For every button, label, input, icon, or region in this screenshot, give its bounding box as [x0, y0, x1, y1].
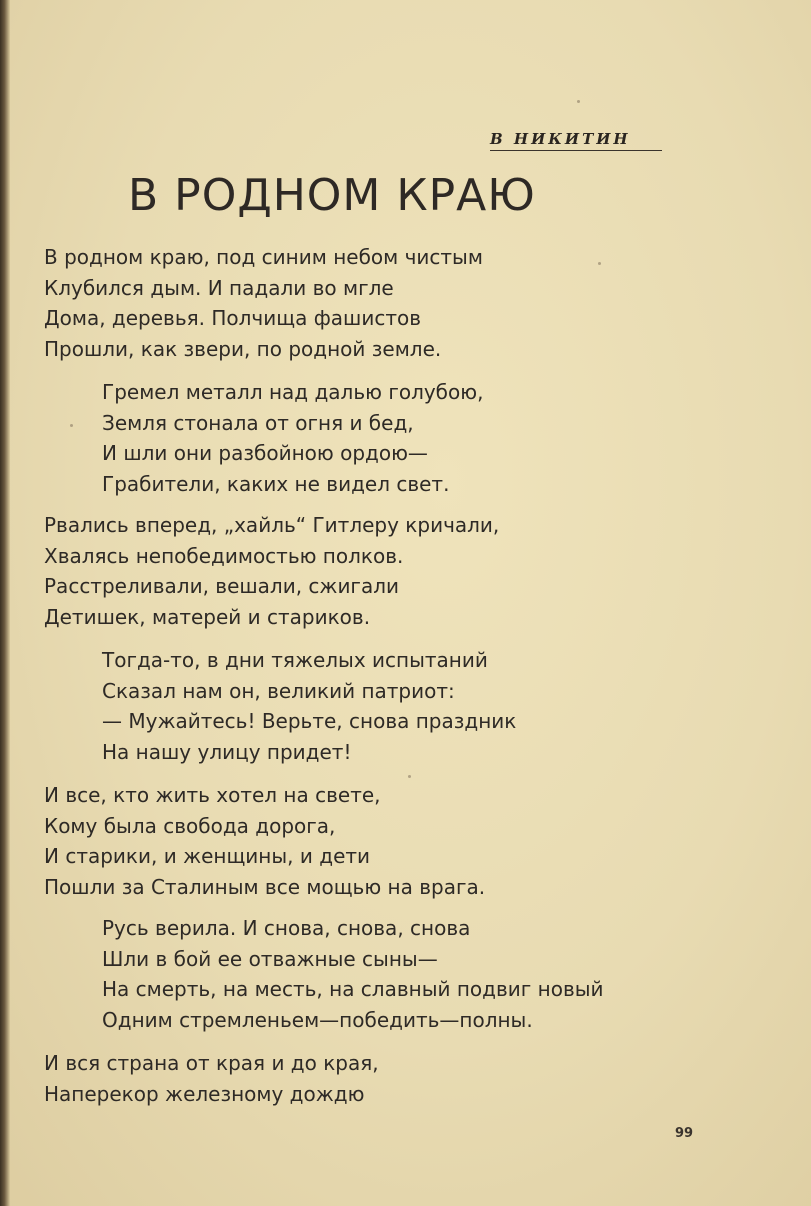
- stanza-6: [102, 913, 604, 1035]
- author-name: В НИКИТИН: [490, 130, 662, 151]
- poem-line: На смерть, на месть, на славный подвиг новый: [102, 977, 604, 1001]
- stanza-1: [44, 242, 483, 364]
- poem-line: Наперекор железному дождю: [44, 1081, 365, 1106]
- book-spine-edge: [0, 0, 10, 1206]
- poem-line: Кому была свобода дорога,: [44, 813, 336, 838]
- stanza-5: [44, 780, 485, 902]
- poem-line: И старики, и женщины, и дети: [44, 844, 371, 868]
- poem-line: Пошли за Сталиным все мощью на врага.: [44, 874, 486, 899]
- stanza-7: [44, 1048, 379, 1109]
- poem-line: Шли в бой ее отважные сыны—: [102, 946, 438, 971]
- poem-line: Одним стремленьем—победить—полны.: [102, 1007, 533, 1032]
- poem-line: И все, кто жить хотел на свете,: [44, 783, 381, 807]
- paper-speck: [408, 775, 411, 778]
- page-number: 99: [675, 1126, 694, 1141]
- poem-line: Рвались вперед, „хайль“ Гитлеру кричали,: [44, 513, 500, 537]
- poem-line: И шли они разбойною ордою—: [102, 441, 428, 465]
- stanza-2: [102, 377, 483, 499]
- poem-line: Сказал нам он, великий патриот:: [102, 678, 455, 703]
- stanza-3: [44, 510, 499, 632]
- poem-line: Прошли, как звери, по родной земле.: [44, 336, 442, 361]
- stanza-4: [102, 645, 516, 767]
- poem-line: Детишек, матерей и стариков.: [44, 604, 371, 629]
- poem-line: Клубился дым. И падали во мгле: [44, 275, 394, 300]
- poem-line: Дома, деревья. Полчища фашистов: [44, 306, 422, 330]
- poem-line: — Мужайтесь! Верьте, снова праздник: [102, 709, 517, 733]
- poem-line: Расстреливали, вешали, сжигали: [44, 574, 399, 598]
- poem-line: Русь верила. И снова, снова, снова: [102, 916, 471, 940]
- poem-line: На нашу улицу придет!: [102, 739, 352, 764]
- poem-line: Тогда-то, в дни тяжелых испытаний: [102, 648, 488, 672]
- poem-line: Земля стонала от огня и бед,: [102, 410, 414, 435]
- paper-speck: [70, 424, 73, 427]
- poem-line: И вся страна от края и до края,: [44, 1051, 379, 1075]
- poem-line: В родном краю, под синим небом чистым: [44, 245, 483, 269]
- poem-title: В РОДНОМ КРАЮ: [128, 170, 536, 221]
- poem-line: Гремел металл над далью голубою,: [102, 380, 484, 404]
- paper-speck: [598, 262, 601, 265]
- paper-speck: [577, 100, 580, 103]
- poem-line: Грабители, каких не видел свет.: [102, 471, 450, 496]
- poem-line: Хвалясь непобедимостью полков.: [44, 543, 404, 568]
